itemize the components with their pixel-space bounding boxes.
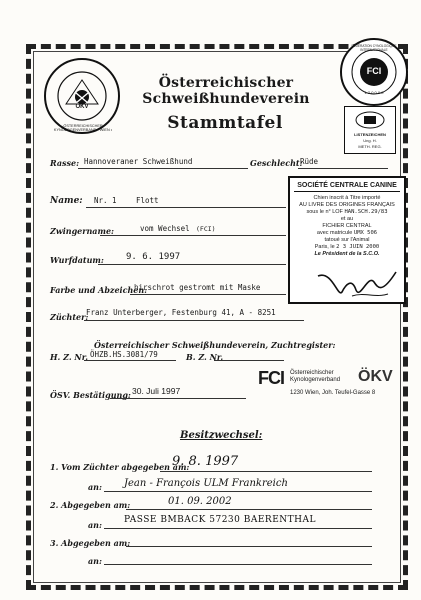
owner3-an-line bbox=[104, 564, 372, 565]
bz-line bbox=[214, 360, 284, 361]
scc-line6: avec matricule bbox=[316, 230, 353, 236]
owner2-date-line bbox=[126, 509, 372, 510]
owner3-an-label: an: bbox=[88, 556, 102, 566]
owner1-an-label: an: bbox=[88, 482, 102, 492]
fci-seal-ring-text: FÉDÉRATION CYNOLOGIQUE INTERNATIONALE bbox=[351, 44, 397, 52]
scc-line8: Paris, le bbox=[314, 244, 335, 250]
stamp-small-line3: METH. REG. bbox=[358, 144, 382, 149]
hz-value: ÖHZB.HS.3081/79 bbox=[90, 350, 158, 359]
bestaetigung-label: ÖSV. Bestätigung: bbox=[50, 390, 131, 400]
zuechter-line bbox=[84, 320, 304, 321]
zwinger-value: vom Wechsel bbox=[140, 224, 190, 233]
owner3-label: 3. Abgegeben am: bbox=[50, 538, 131, 548]
rasse-line bbox=[78, 168, 248, 169]
zuechter-label: Züchter: bbox=[50, 312, 89, 322]
besitzwechsel-heading: Besitzwechsel: bbox=[180, 430, 263, 441]
owner2-date: 01. 09. 2002 bbox=[168, 496, 232, 507]
hz-line bbox=[84, 360, 176, 361]
name-line bbox=[86, 207, 286, 208]
farbe-line bbox=[130, 294, 286, 295]
wurfdatum-value: 9. 6. 1997 bbox=[126, 252, 181, 262]
farbe-value: hirschrot gestromt mit Maske bbox=[134, 283, 261, 292]
scc-signature bbox=[312, 268, 402, 302]
oekv-stamp-name2: Kynologenverband bbox=[290, 377, 341, 383]
fci-seal bbox=[340, 38, 408, 106]
hz-label: H. Z. Nr. bbox=[50, 352, 88, 362]
document-title: Stammtafel bbox=[167, 113, 283, 133]
zwinger-line bbox=[100, 235, 286, 236]
oekv-stamp-address: 1230 Wien, Joh. Teufel-Gasse 8 bbox=[290, 390, 376, 396]
oekv-logo-center: ÖKV bbox=[75, 104, 89, 110]
scc-line8-row bbox=[290, 244, 404, 251]
scc-line4: et au bbox=[340, 216, 354, 222]
fci-seal-center: FCI bbox=[366, 66, 382, 76]
oekv-logo bbox=[44, 58, 120, 134]
zuechter-value: Franz Unterberger, Festenburg 41, A - 8251 bbox=[86, 308, 276, 317]
name-label: Name: bbox=[50, 196, 83, 206]
club-title: Österreichischer Schweißhundeverein bbox=[142, 75, 310, 107]
scc-line8-value: 2 3 JUIN 2000 bbox=[336, 244, 380, 250]
name-value: Flott bbox=[136, 196, 159, 205]
scc-stamp bbox=[288, 176, 406, 304]
bestaetigung-line bbox=[110, 398, 246, 399]
listenzeichen-stamp bbox=[344, 106, 396, 154]
rasse-value: Hannoveraner Schweißhund bbox=[84, 157, 193, 166]
owner2-label: 2. Abgegeben am: bbox=[50, 500, 131, 510]
bz-label: B. Z. Nr. bbox=[186, 352, 224, 362]
register-heading: Österreichischer Schweißhundeverein, Zuchtregister: bbox=[94, 340, 336, 350]
scc-line3-row bbox=[290, 209, 404, 216]
geschlecht-line bbox=[298, 168, 388, 169]
scc-line5: FICHIER CENTRAL bbox=[322, 223, 372, 229]
oekv-address-stamp bbox=[258, 368, 398, 402]
geschlecht-label: Geschlecht: bbox=[250, 158, 303, 168]
owner1-date: 9. 8. 1997 bbox=[172, 454, 239, 469]
scc-line7: tatoué sur l'Animal bbox=[324, 237, 370, 243]
bestaetigung-value: 30. Juli 1997 bbox=[132, 386, 181, 396]
oekv-stamp-name1: Österreichischer bbox=[290, 370, 334, 376]
stamp-small-line2: Ung. H. bbox=[363, 138, 377, 143]
oekv-stamp-brand: FCI bbox=[258, 368, 284, 388]
geschlecht-value: Rüde bbox=[300, 157, 319, 166]
scc-line3-value: HAN.SCH.29/83 bbox=[344, 209, 388, 215]
oekv-stamp-mark: ÖKV bbox=[358, 368, 393, 385]
farbe-label: Farbe und Abzeichen: bbox=[50, 285, 148, 295]
scc-line1: Chien inscrit à Titre importé bbox=[313, 195, 381, 201]
owner1-an-line bbox=[104, 491, 372, 492]
fci-seal-date: 1 2 0 0 0 0 bbox=[364, 90, 384, 95]
owner2-an-line bbox=[104, 528, 372, 529]
stamp-small-line1: LISTENZEICHEN bbox=[354, 132, 386, 137]
scc-line3: sous le n° LOF bbox=[306, 209, 343, 215]
wurfdatum-line bbox=[98, 264, 286, 265]
wurfdatum-label: Wurfdatum: bbox=[50, 255, 104, 265]
zwinger-label: Zwingername: bbox=[50, 226, 114, 236]
scc-line2: AU LIVRE DES ORIGINES FRANÇAIS bbox=[299, 202, 395, 208]
scc-line9: Le Président de la S.C.O. bbox=[314, 251, 380, 257]
rasse-label: Rasse: bbox=[50, 158, 80, 168]
owner1-date-line bbox=[160, 471, 372, 472]
owner1-label: 1. Vom Züchter abgegeben am: bbox=[50, 462, 190, 472]
owner2-an-value: PASSE BMBACK 57230 BAERENTHAL bbox=[124, 515, 316, 525]
oekv-logo-ring-text: ÖSTERREICHISCHER KYNOLOGENVERBAND • WIEN • bbox=[53, 124, 113, 132]
owner1-an-value: Jean - François ULM Frankreich bbox=[124, 478, 288, 489]
scc-divider bbox=[294, 191, 400, 192]
scc-line6-value: UMX 506 bbox=[353, 230, 378, 236]
name-nr: Nr. 1 bbox=[94, 196, 117, 205]
zwinger-fci: (FCI) bbox=[196, 225, 216, 233]
scc-line6-row bbox=[290, 230, 404, 237]
owner3-date-line bbox=[126, 546, 372, 547]
scc-title: SOCIÉTÉ CENTRALE CANINE bbox=[297, 182, 397, 189]
owner2-an-label: an: bbox=[88, 520, 102, 530]
